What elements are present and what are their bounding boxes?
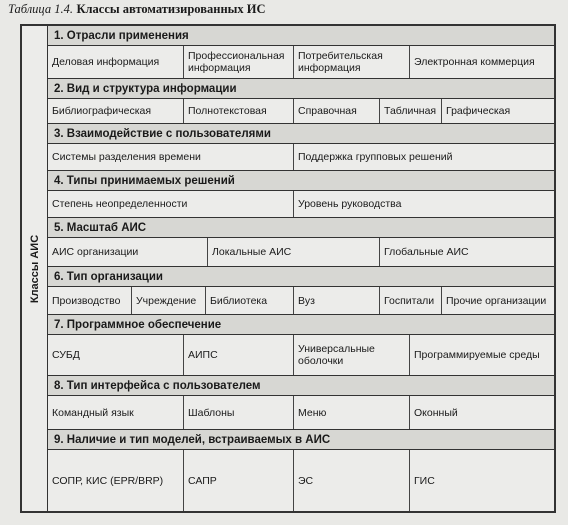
- section-heading: [48, 171, 554, 191]
- section-cells-row: [48, 144, 554, 171]
- section-heading: [48, 267, 554, 287]
- table-cell: Командный язык: [48, 396, 184, 429]
- table-cell: Учреждение: [132, 287, 206, 314]
- table-cell: Вуз: [294, 287, 380, 314]
- section-cells-row: [48, 99, 554, 124]
- table-cell: Уровень руководства: [298, 198, 402, 210]
- table-cell: ЭС: [294, 450, 410, 511]
- table-cell: Системы разделения времени: [48, 144, 294, 170]
- table-cell: Оконный: [414, 406, 458, 419]
- table-cell: Глобальные АИС: [384, 246, 469, 258]
- table-number: Таблица 1.4.: [8, 2, 73, 16]
- side-label: Классы АИС: [28, 234, 41, 303]
- table-cell: Электронная коммерция: [414, 56, 535, 68]
- table-cell: Шаблоны: [184, 396, 294, 429]
- side-column: [22, 26, 48, 511]
- section-cells-row: [48, 450, 554, 511]
- table-cell: Производство: [48, 287, 132, 314]
- ais-classes-table: [20, 24, 556, 513]
- table-cell: Профессиональная информация: [184, 46, 294, 78]
- section-heading-text: 9. Наличие и тип моделей, встраиваемых в АИС: [54, 433, 331, 446]
- section-heading: [48, 79, 554, 99]
- section-heading: [48, 376, 554, 396]
- table-cell: Табличная: [380, 99, 442, 123]
- section-heading-text: 8. Тип интерфейса с пользователем: [54, 379, 261, 392]
- table-cell: Универсальные оболочки: [294, 335, 410, 375]
- table-cell: Деловая информация: [48, 46, 184, 78]
- section-heading-text: 2. Вид и структура информации: [54, 82, 237, 95]
- table-cell: Госпитали: [380, 287, 442, 314]
- table-cell: Меню: [294, 396, 410, 429]
- section-cells-row: [48, 287, 554, 315]
- table-cell: Библиографическая: [48, 99, 184, 123]
- section-cells-row: [48, 238, 554, 267]
- table-cell: Библиотека: [206, 287, 294, 314]
- table-cell: Программируемые среды: [414, 349, 540, 361]
- section-cells-row: [48, 46, 554, 79]
- section-heading: [48, 430, 554, 450]
- section-heading: [48, 26, 554, 46]
- table-cell: Поддержка групповых решений: [298, 151, 453, 163]
- table-cell: САПР: [184, 450, 294, 511]
- section-heading: [48, 218, 554, 238]
- section-cells-row: [48, 396, 554, 430]
- table-cell: АИС организации: [48, 238, 208, 266]
- section-cells-row: [48, 335, 554, 376]
- table-cell: Графическая: [446, 105, 511, 117]
- table-cell: ГИС: [414, 474, 435, 487]
- table-title: Классы автоматизированных ИС: [76, 2, 266, 16]
- section-cells-row: [48, 191, 554, 218]
- section-heading-text: 6. Тип организации: [54, 270, 164, 283]
- table-cell: Локальные АИС: [208, 238, 380, 266]
- table-cell: СУБД: [48, 335, 184, 375]
- section-heading-text: 3. Взаимодействие с пользователями: [54, 127, 271, 140]
- table-cell: Степень неопределенности: [48, 191, 294, 217]
- section-heading-text: 5. Масштаб АИС: [54, 221, 147, 234]
- section-heading-text: 7. Программное обеспечение: [54, 318, 222, 331]
- table-cell: Прочие организации: [446, 294, 547, 307]
- section-heading: [48, 124, 554, 144]
- table-cell: АИПС: [184, 335, 294, 375]
- table-cell: Справочная: [294, 99, 380, 123]
- section-heading-text: 4. Типы принимаемых решений: [54, 174, 235, 187]
- table-caption: [8, 2, 266, 17]
- section-heading-text: 1. Отрасли применения: [54, 29, 189, 42]
- table-cell: СОПР, КИС (EPR/BRP): [48, 450, 184, 511]
- table-cell: Полнотекстовая: [184, 99, 294, 123]
- table-cell: Потребительская информация: [294, 46, 410, 78]
- section-heading: [48, 315, 554, 335]
